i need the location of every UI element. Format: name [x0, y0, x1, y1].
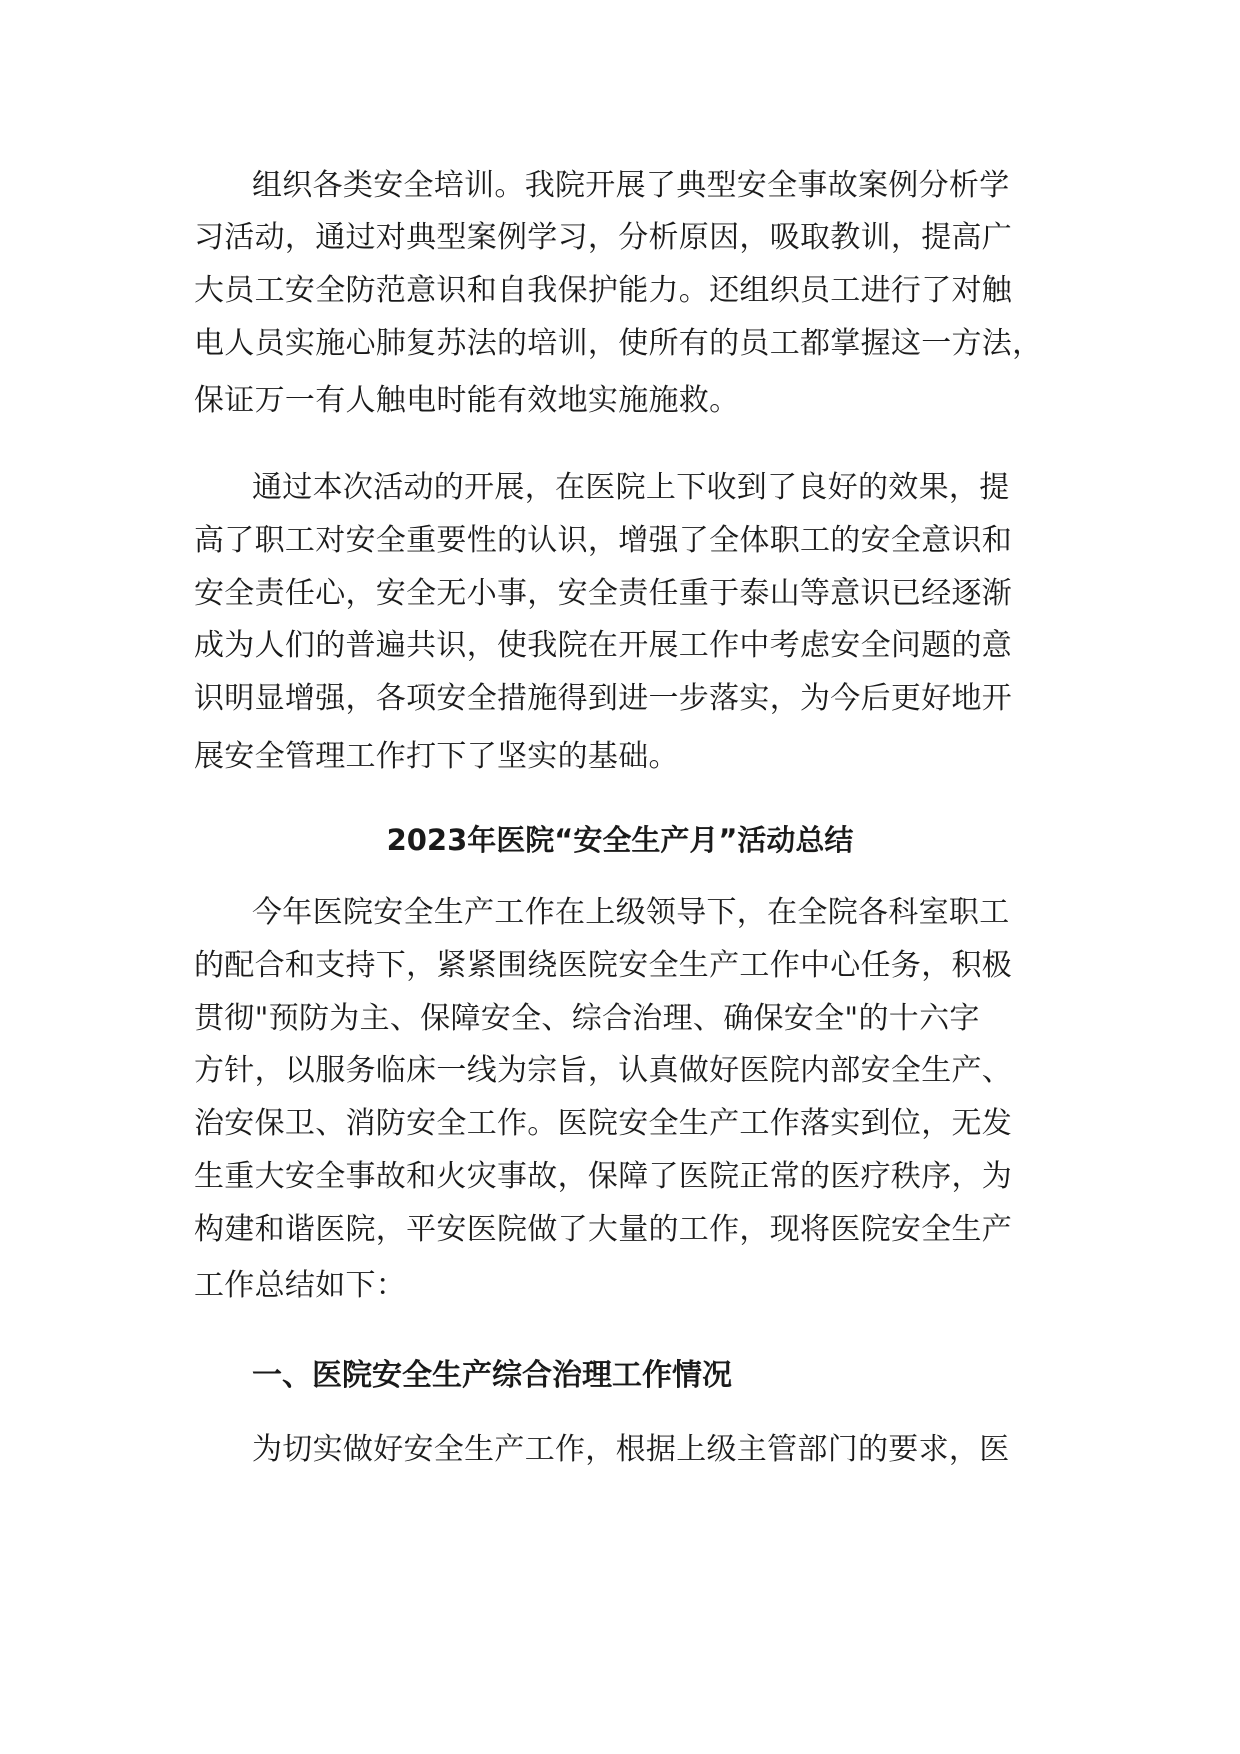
paragraph-1-line-3: 大员工安全防范意识和自我保护能力。还组织员工进行了对触: [194, 273, 1013, 308]
paragraph-1-line-2: 习活动，通过对典型案例学习，分析原因，吸取教训，提高广: [194, 220, 1013, 255]
paragraph-2-line-5: 识明显增强，各项安全措施得到进一步落实，为今后更好地开: [194, 681, 1013, 716]
paragraph-2-line-6: 展安全管理工作打下了坚实的基础。: [194, 739, 679, 774]
paragraph-3-line-6: 生重大安全事故和火灾事故，保障了医院正常的医疗秩序，为: [194, 1159, 1013, 1194]
paragraph-3-line-5: 治安保卫、消防安全工作。医院安全生产工作落实到位，无发: [194, 1106, 1013, 1141]
document-title: 2023年医院“安全生产月”活动总结: [386, 823, 854, 857]
section-heading-1: 一、医院安全生产综合治理工作情况: [252, 1358, 732, 1393]
paragraph-1-line-1: 组织各类安全培训。我院开展了典型安全事故案例分析学: [252, 168, 1010, 203]
paragraph-3-line-7: 构建和谐医院，平安医院做了大量的工作，现将医院安全生产: [194, 1212, 1013, 1247]
paragraph-2-line-4: 成为人们的普遍共识，使我院在开展工作中考虑安全问题的意: [194, 628, 1013, 663]
paragraph-1-line-5: 保证万一有人触电时能有效地实施施救。: [194, 383, 740, 418]
paragraph-4-line-1: 为切实做好安全生产工作，根据上级主管部门的要求，医: [252, 1432, 1010, 1467]
paragraph-3-line-4: 方针，以服务临床一线为宗旨，认真做好医院内部安全生产、: [194, 1053, 1013, 1088]
paragraph-2-line-3: 安全责任心，安全无小事，安全责任重于泰山等意识已经逐渐: [194, 576, 1013, 611]
paragraph-1-line-4: 电人员实施心肺复苏法的培训，使所有的员工都掌握这一方法，: [194, 326, 1043, 361]
paragraph-2-line-1: 通过本次活动的开展，在医院上下收到了良好的效果，提: [252, 470, 1010, 505]
paragraph-3-line-1: 今年医院安全生产工作在上级领导下，在全院各科室职工: [252, 895, 1010, 930]
paragraph-2-line-2: 高了职工对安全重要性的认识，增强了全体职工的安全意识和: [194, 523, 1013, 558]
paragraph-3-line-8: 工作总结如下：: [194, 1268, 407, 1303]
paragraph-3-line-3: 贯彻"预防为主、保障安全、综合治理、确保安全"的十六字: [194, 1001, 980, 1036]
paragraph-3-line-2: 的配合和支持下，紧紧围绕医院安全生产工作中心任务，积极: [194, 948, 1013, 983]
